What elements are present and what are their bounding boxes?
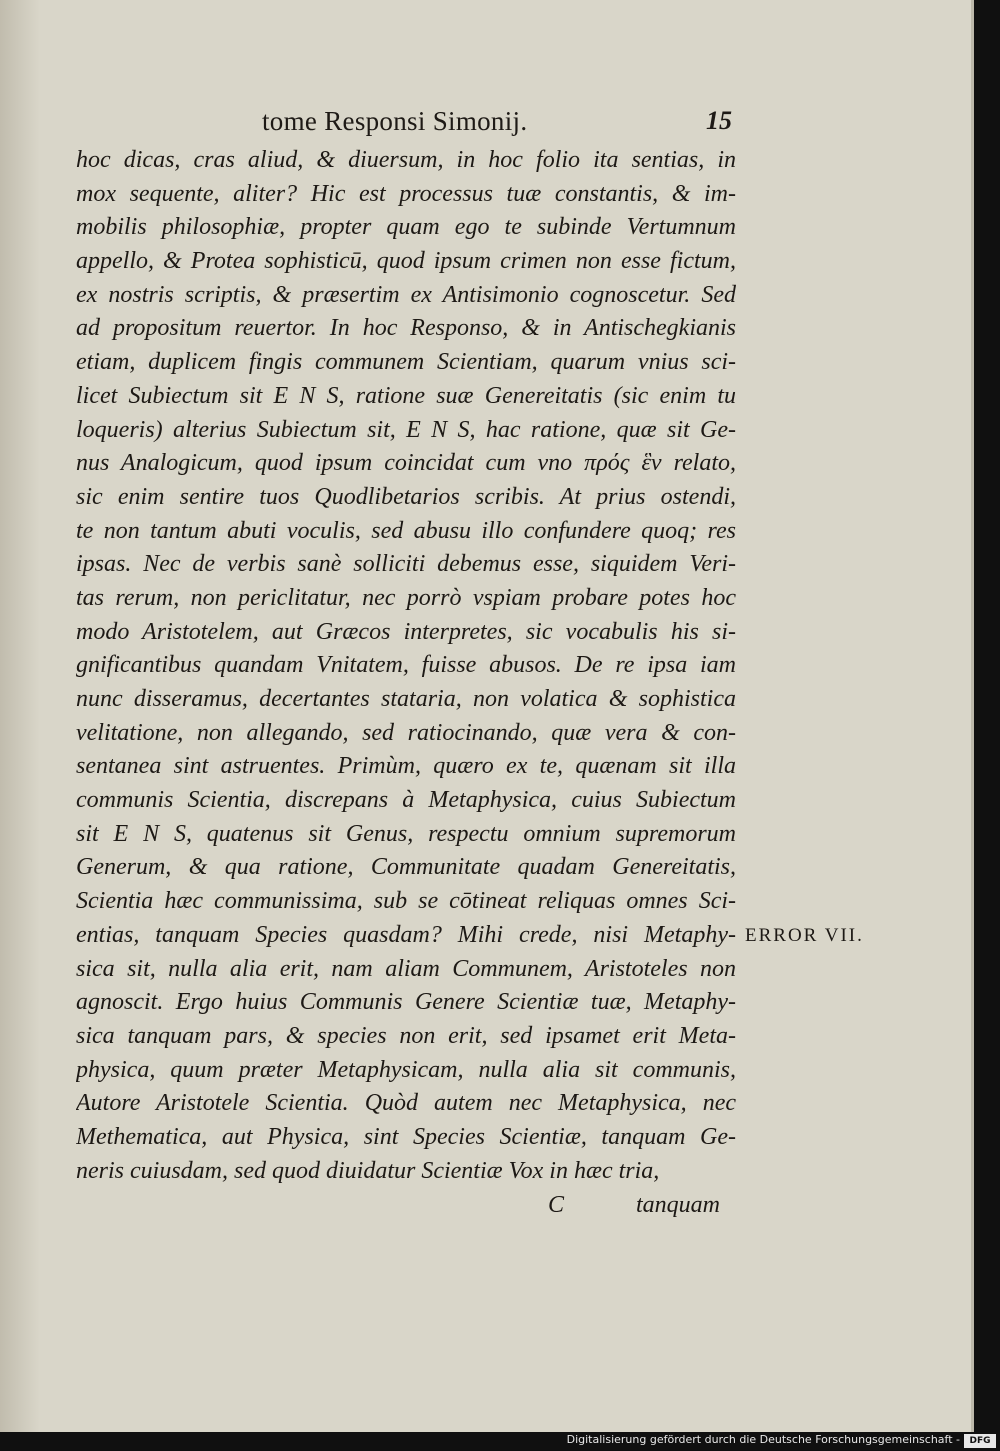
- text-line: communis Scientia, discrepans à Metaphysica, cuius Subiectum: [76, 787, 736, 814]
- text-line: agnoscit. Ergo huius Communis Genere Scientiæ tuæ, Metaphy-: [76, 989, 736, 1016]
- running-title: tome Responsi Simonij.: [262, 106, 528, 136]
- text-line: modo Aristotelem, aut Græcos interpretes, sic vocabulis his si-: [76, 618, 736, 645]
- text-line: appello, & Protea sophisticū, quod ipsum crimen non esse fictum,: [76, 248, 736, 275]
- catchword: tanquam: [636, 1192, 720, 1218]
- text-line: sica tanquam pars, & species non erit, sed ipsamet erit Meta-: [76, 1022, 736, 1049]
- body-text: [76, 144, 736, 1188]
- text-line: etiam, duplicem fingis communem Scientiam, quarum vnius sci-: [76, 349, 736, 376]
- text-line: tas rerum, non periclitatur, nec porrò vspiam probare potes hoc: [76, 584, 736, 611]
- text-line: entias, tanquam Species quasdam? Mihi crede, nisi Metaphy-: [76, 921, 736, 948]
- text-line: mobilis philosophiæ, propter quam ego te subinde Vertumnum: [76, 214, 736, 241]
- text-line: sic enim sentire tuos Quodlibetarios scribis. At prius ostendi,: [76, 483, 736, 510]
- text-line: loqueris) alterius Subiectum sit, E N S, hac ratione, quæ sit Ge-: [76, 416, 736, 443]
- digitization-credit: Digitalisierung gefördert durch die Deutsche Forschungsgemeinschaft -: [566, 1433, 960, 1446]
- text-line: nunc disseramus, decertantes statariа, non volatica & sophistica: [76, 686, 736, 712]
- margin-note: ERROR VII.: [745, 925, 864, 946]
- signature-mark: C: [548, 1192, 565, 1218]
- text-line: gnificantibus quandam Vnitatem, fuisse abusos. De re ipsa iam: [76, 652, 736, 679]
- page-number: 15: [706, 106, 732, 135]
- text-line: sica sit, nulla alia erit, nam aliam Communem, Aristoteles non: [76, 955, 736, 982]
- text-line: nus Analogicum, quod ipsum coincidat cum vno πρός ἓν relato,: [76, 450, 736, 477]
- text-line: Generum, & qua ratione, Communitate quadam Genereitatis,: [76, 854, 736, 881]
- text-line: Methematica, aut Physica, sint Species Scientiæ, tanquam Ge-: [76, 1123, 736, 1150]
- text-line: physica, quum præter Metaphysicam, nulla alia sit communis,: [76, 1056, 736, 1083]
- text-line: velitatione, non allegando, sed ratiocinando, quæ vera & con-: [76, 719, 736, 746]
- text-line: ex nostris scriptis, & præsertim ex Antisimonio cognoscetur. Sed: [76, 281, 736, 308]
- text-line: ipsas. Nec de verbis sanè solliciti debemus esse, siquidem Veri-: [76, 551, 736, 578]
- text-line: hoc dicas, cras aliud, & diuersum, in hoc folio ita sentias, in: [76, 147, 736, 173]
- text-line: Autore Aristotele Scientia. Quòd autem nec Metaphysica, nec: [76, 1090, 736, 1117]
- text-line: mox sequente, aliter? Hic est processus tuæ constantis, & im-: [76, 180, 736, 207]
- text-line: sentanea sint astruentes. Primùm, quæro ex te, quænam sit illa: [76, 753, 736, 780]
- running-head: [262, 104, 732, 144]
- text-line: ad propositum reuertor. In hoc Responso, & in Antischegkianis: [76, 315, 736, 342]
- text-line: licet Subiectum sit E N S, ratione suæ Genereitatis (sic enim tu: [76, 382, 736, 409]
- dfg-logo: DFG: [964, 1434, 996, 1448]
- text-line: sit E N S, quatenus sit Genus, respectu omnium supremorum: [76, 820, 736, 847]
- text-line: neris cuiusdam, sed quod diuidatur Scientiæ Vox in hæc tria,: [76, 1157, 660, 1184]
- text-line: te non tantum abuti voculis, sed abusu illo confundere quoq; res: [76, 517, 736, 544]
- text-line: Scientia hæc communissima, sub se cōtineat reliquas omnes Sci-: [76, 888, 736, 915]
